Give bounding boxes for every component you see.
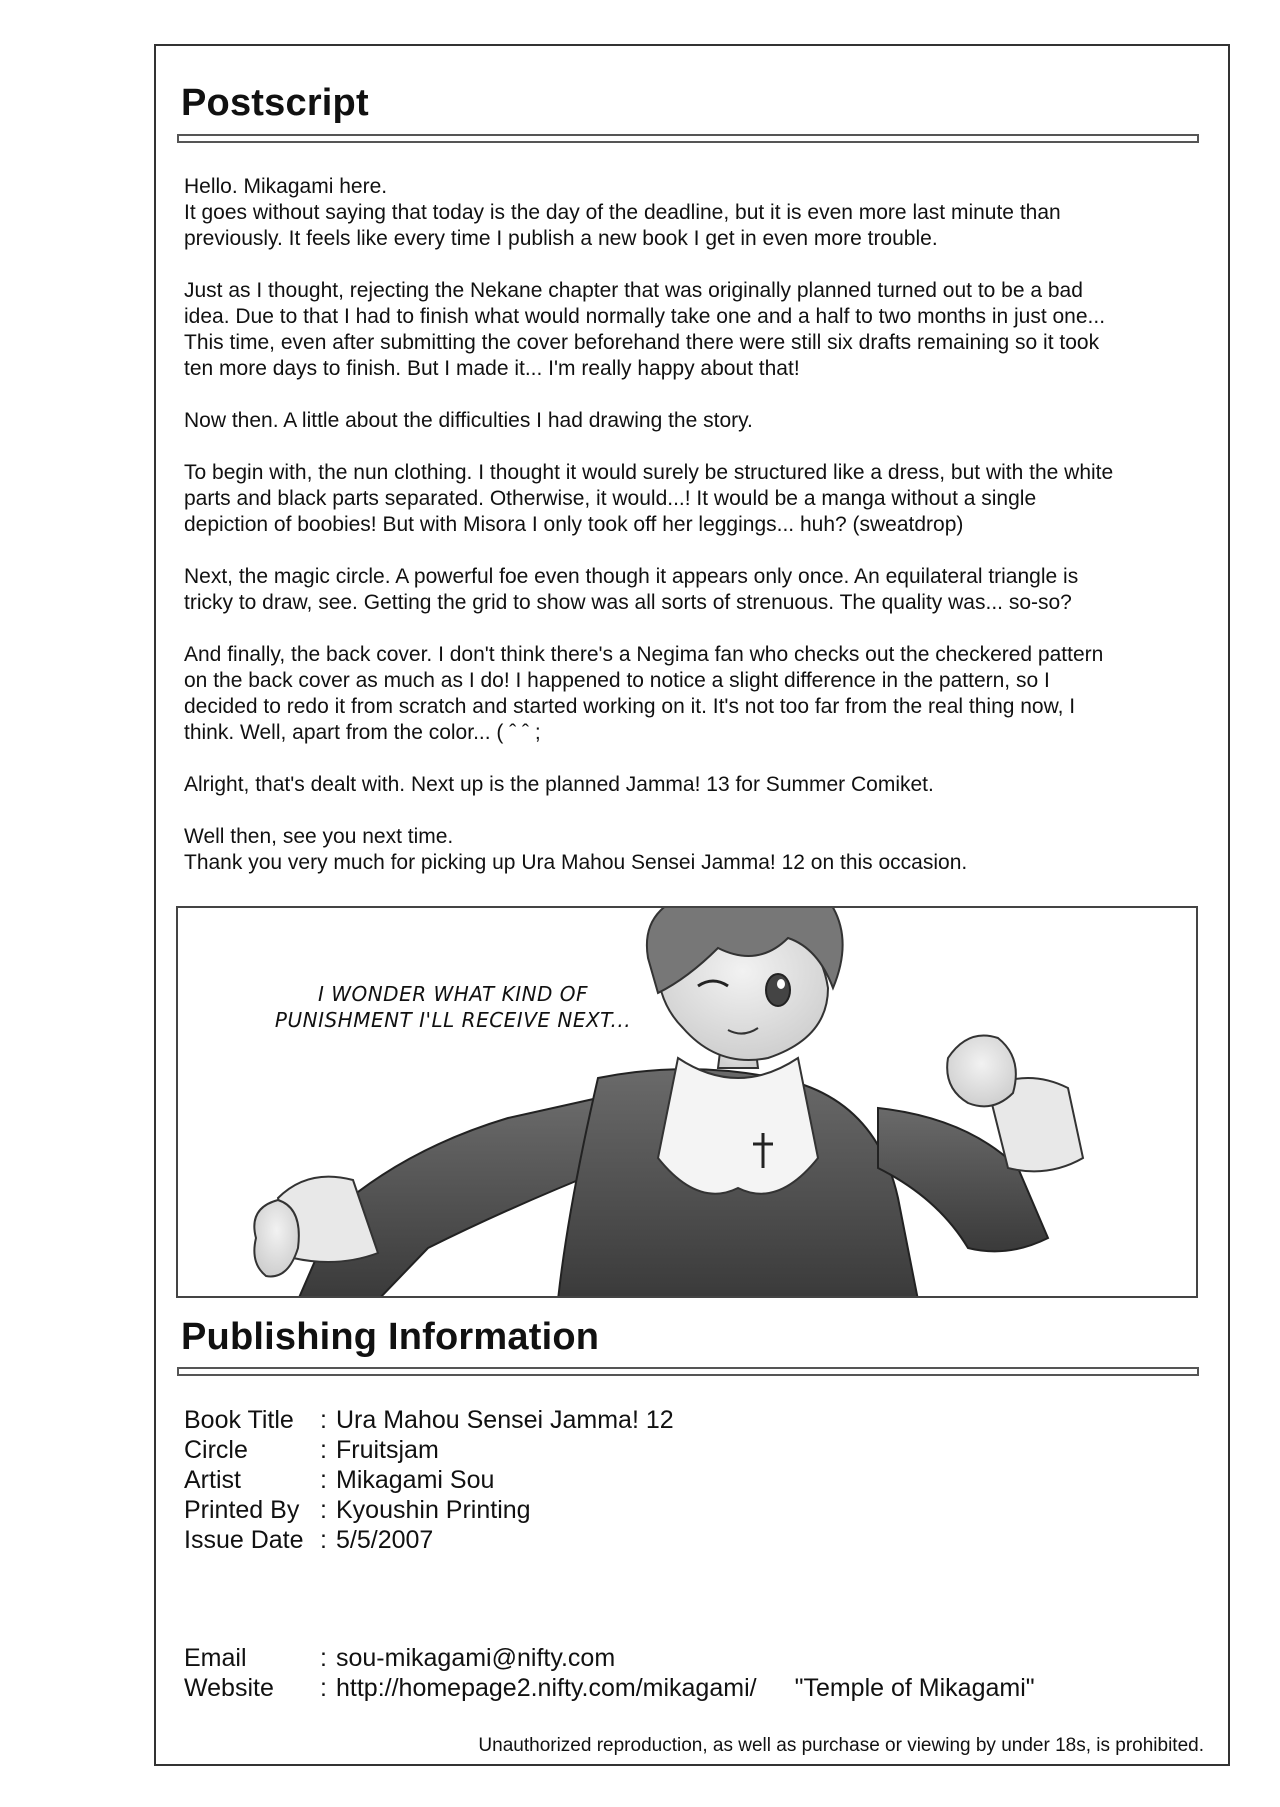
info-row (184, 1405, 674, 1435)
website-name: "Temple of Mikagami" (794, 1674, 1035, 1702)
info-value: Ura Mahou Sensei Jamma! 12 (336, 1406, 674, 1434)
website-label: Website (184, 1674, 274, 1702)
postscript-paragraph: Next, the magic circle. A powerful foe even though it appears only once. An equilateral triangle is tricky to draw, see. Getting the grid to show was all sorts of strenuous. The quality was... so-so? (184, 565, 1079, 614)
manga-illustration-panel (176, 906, 1198, 1298)
website-row (184, 1673, 1035, 1703)
postscript-paragraph: And finally, the back cover. I don't think there's a Negima fan who checks out the checkered pattern on the back cover as much as I do! I happened to notice a slight difference in the pattern, so I decided to redo it from scratch and started working on it. It's not too far from the real thing now, I think. Well, apart from the color... ( ˆ ˆ ; (184, 643, 1104, 744)
info-colon: : (320, 1466, 327, 1494)
postscript-body (184, 174, 1184, 902)
nun-character-drawing (178, 908, 1198, 1298)
info-label: Issue Date (184, 1526, 304, 1554)
speech-line: PUNISHMENT I'LL RECEIVE NEXT... (274, 1008, 632, 1032)
email-row (184, 1643, 1035, 1673)
info-value: Kyoushin Printing (336, 1496, 531, 1524)
info-row (184, 1525, 674, 1555)
info-colon: : (320, 1496, 327, 1524)
email-value: sou-mikagami@nifty.com (336, 1644, 616, 1672)
info-label: Circle (184, 1436, 248, 1464)
info-row (184, 1435, 674, 1465)
info-value: Mikagami Sou (336, 1466, 495, 1494)
speech-line: I WONDER WHAT KIND OF (317, 982, 589, 1006)
info-colon: : (320, 1406, 327, 1434)
info-value: Fruitsjam (336, 1436, 439, 1464)
info-colon: : (320, 1526, 327, 1554)
publishing-info-table (184, 1405, 674, 1555)
info-label: Artist (184, 1466, 241, 1494)
publishing-info-rule (177, 1367, 1199, 1376)
postscript-paragraph: Hello. Mikagami here. It goes without saying that today is the day of the deadline, but it is even more last minute than previously. It feels like every time I publish a new book I get in even more trouble. (184, 175, 1061, 250)
postscript-paragraph: To begin with, the nun clothing. I thought it would surely be structured like a dress, but with the white parts and black parts separated. Otherwise, it would...! It would be a manga without a single depiction of boobies! But with Misora I only took off her leggings... huh? (sweatdrop) (184, 461, 1114, 536)
postscript-paragraph: Just as I thought, rejecting the Nekane chapter that was originally planned turned out to be a bad idea. Due to that I had to finish what would normally take one and a half to two months in just one... This time, even after submitting the cover beforehand there were still six drafts remaining so it took ten more days to finish. But I made it... I'm really happy about that! (184, 279, 1106, 380)
email-label: Email (184, 1644, 247, 1672)
info-value: 5/5/2007 (336, 1526, 434, 1554)
contact-info (184, 1643, 1035, 1703)
info-row (184, 1465, 674, 1495)
info-label: Printed By (184, 1496, 300, 1524)
publishing-info-heading: Publishing Information (181, 1316, 600, 1358)
postscript-rule (177, 134, 1199, 143)
postscript-paragraph: Well then, see you next time. Thank you very much for picking up Ura Mahou Sensei Jamma! 12 on this occasion. (184, 825, 968, 874)
email-colon: : (320, 1644, 327, 1672)
postscript-heading: Postscript (181, 82, 369, 124)
info-colon: : (320, 1436, 327, 1464)
postscript-paragraph: Now then. A little about the difficulties I had drawing the story. (184, 409, 753, 432)
website-url: http://homepage2.nifty.com/mikagami/ (336, 1674, 757, 1702)
postscript-paragraph: Alright, that's dealt with. Next up is the planned Jamma! 13 for Summer Comiket. (184, 773, 934, 796)
info-label: Book Title (184, 1406, 294, 1434)
legal-notice: Unauthorized reproduction, as well as purchase or viewing by under 18s, is prohibited. (478, 1735, 1204, 1756)
website-colon: : (320, 1674, 327, 1702)
info-row (184, 1495, 674, 1525)
